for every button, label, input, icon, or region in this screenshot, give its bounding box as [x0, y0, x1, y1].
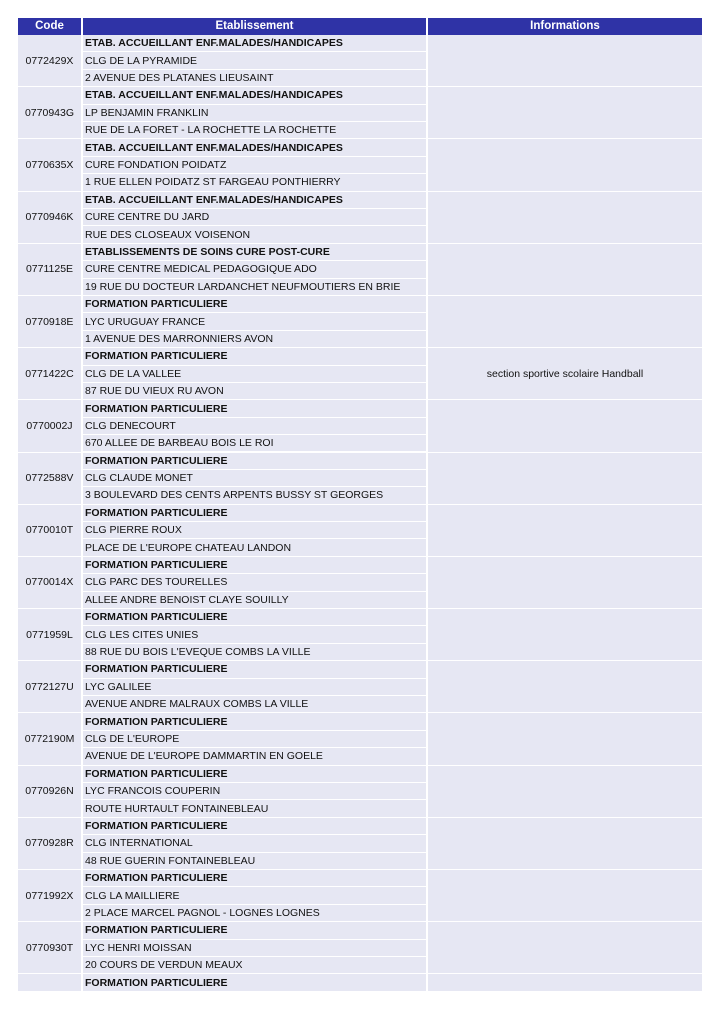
row-etablissement [83, 87, 426, 139]
header-etablissement: Etablissement [83, 18, 426, 35]
row-code: 0770918E [18, 296, 81, 348]
row-name: CLG PARC DES TOURELLES [83, 574, 426, 591]
row-etablissement [83, 400, 426, 452]
row-name: CURE CENTRE DU JARD [83, 209, 426, 226]
row-info [428, 453, 702, 505]
row-address: 670 ALLEE DE BARBEAU BOIS LE ROI [83, 435, 426, 452]
row-info [428, 87, 702, 139]
row-name: CLG LES CITES UNIES [83, 626, 426, 643]
row-name: CLG CLAUDE MONET [83, 470, 426, 487]
row-info [428, 505, 702, 557]
row-code: 0772190M [18, 713, 81, 765]
row-etablissement [83, 609, 426, 661]
row-code: 0771125E [18, 244, 81, 296]
row-code: 0771422C [18, 348, 81, 400]
table-row [18, 870, 702, 922]
row-etablissement [83, 974, 426, 991]
row-type: FORMATION PARTICULIERE [83, 609, 426, 626]
row-code: 0772429X [18, 35, 81, 87]
row-address: AVENUE ANDRE MALRAUX COMBS LA VILLE [83, 696, 426, 713]
row-address: 20 COURS DE VERDUN MEAUX [83, 957, 426, 974]
row-name: CLG LA MAILLIERE [83, 887, 426, 904]
row-info [428, 661, 702, 713]
table-header [18, 18, 702, 35]
row-name: CURE FONDATION POIDATZ [83, 157, 426, 174]
row-info [428, 766, 702, 818]
row-name: LYC FRANCOIS COUPERIN [83, 783, 426, 800]
row-name: LP BENJAMIN FRANKLIN [83, 105, 426, 122]
table-row [18, 192, 702, 244]
row-etablissement [83, 296, 426, 348]
row-name: CURE CENTRE MEDICAL PEDAGOGIQUE ADO [83, 261, 426, 278]
row-code: 0771992X [18, 870, 81, 922]
row-type: FORMATION PARTICULIERE [83, 296, 426, 313]
row-name: LYC URUGUAY FRANCE [83, 313, 426, 330]
table-row [18, 661, 702, 713]
row-etablissement [83, 661, 426, 713]
table-row [18, 296, 702, 348]
row-type: FORMATION PARTICULIERE [83, 661, 426, 678]
row-etablissement [83, 818, 426, 870]
header-informations: Informations [428, 18, 702, 35]
row-info [428, 713, 702, 765]
row-etablissement [83, 139, 426, 191]
row-code: 0770002J [18, 400, 81, 452]
row-type: ETAB. ACCUEILLANT ENF.MALADES/HANDICAPES [83, 35, 426, 52]
table-row [18, 35, 702, 87]
row-code: 0770010T [18, 505, 81, 557]
table-row [18, 766, 702, 818]
row-etablissement [83, 766, 426, 818]
row-info [428, 139, 702, 191]
table-body [18, 35, 702, 992]
row-code: 0770946K [18, 192, 81, 244]
row-info [428, 400, 702, 452]
row-name: CLG DE L'EUROPE [83, 731, 426, 748]
row-type: FORMATION PARTICULIERE [83, 713, 426, 730]
row-info [428, 35, 702, 87]
row-code: 0771959L [18, 609, 81, 661]
row-code: 0770014X [18, 557, 81, 609]
row-etablissement [83, 453, 426, 505]
row-info [428, 818, 702, 870]
row-address: ROUTE HURTAULT FONTAINEBLEAU [83, 800, 426, 817]
row-info [428, 296, 702, 348]
table-row [18, 87, 702, 139]
row-etablissement [83, 244, 426, 296]
header-code: Code [18, 18, 81, 35]
row-info [428, 922, 702, 974]
row-address: ALLEE ANDRE BENOIST CLAYE SOUILLY [83, 592, 426, 609]
table-row [18, 453, 702, 505]
row-etablissement [83, 870, 426, 922]
row-info [428, 192, 702, 244]
table-row-partial [18, 974, 702, 991]
row-address: 88 RUE DU BOIS L'EVEQUE COMBS LA VILLE [83, 644, 426, 661]
row-code [18, 974, 81, 991]
table-row [18, 348, 702, 400]
row-etablissement [83, 922, 426, 974]
row-address: 19 RUE DU DOCTEUR LARDANCHET NEUFMOUTIERS EN BRIE [83, 279, 426, 296]
table-row [18, 609, 702, 661]
row-code: 0772127U [18, 661, 81, 713]
row-code: 0770943G [18, 87, 81, 139]
row-etablissement [83, 348, 426, 400]
row-etablissement [83, 35, 426, 87]
table-row [18, 922, 702, 974]
establishment-table [18, 18, 702, 992]
row-address: PLACE DE L'EUROPE CHATEAU LANDON [83, 539, 426, 556]
row-etablissement [83, 557, 426, 609]
row-name: CLG DE LA PYRAMIDE [83, 52, 426, 69]
row-name: CLG PIERRE ROUX [83, 522, 426, 539]
table-row [18, 400, 702, 452]
row-code: 0770930T [18, 922, 81, 974]
table-row [18, 557, 702, 609]
row-address: AVENUE DE L'EUROPE DAMMARTIN EN GOELE [83, 748, 426, 765]
row-type: ETAB. ACCUEILLANT ENF.MALADES/HANDICAPES [83, 139, 426, 156]
row-type: FORMATION PARTICULIERE [83, 505, 426, 522]
table-row [18, 818, 702, 870]
row-type: FORMATION PARTICULIERE [83, 922, 426, 939]
table-row [18, 505, 702, 557]
row-info [428, 557, 702, 609]
row-type: FORMATION PARTICULIERE [83, 348, 426, 365]
row-type: ETAB. ACCUEILLANT ENF.MALADES/HANDICAPES [83, 192, 426, 209]
row-type: FORMATION PARTICULIERE [83, 400, 426, 417]
row-type: FORMATION PARTICULIERE [83, 453, 426, 470]
row-info [428, 244, 702, 296]
row-address: 87 RUE DU VIEUX RU AVON [83, 383, 426, 400]
row-address: 48 RUE GUERIN FONTAINEBLEAU [83, 853, 426, 870]
row-type: FORMATION PARTICULIERE [83, 818, 426, 835]
row-name: CLG INTERNATIONAL [83, 835, 426, 852]
table-row [18, 139, 702, 191]
row-type: FORMATION PARTICULIERE [83, 557, 426, 574]
row-info [428, 609, 702, 661]
row-name: CLG DENECOURT [83, 418, 426, 435]
row-type: ETABLISSEMENTS DE SOINS CURE POST-CURE [83, 244, 426, 261]
row-info [428, 974, 702, 991]
table-row [18, 244, 702, 296]
row-address: RUE DE LA FORET - LA ROCHETTE LA ROCHETTE [83, 122, 426, 139]
table-row [18, 713, 702, 765]
row-code: 0770926N [18, 766, 81, 818]
row-etablissement [83, 192, 426, 244]
row-code: 0772588V [18, 453, 81, 505]
row-name: LYC HENRI MOISSAN [83, 940, 426, 957]
row-info [428, 870, 702, 922]
row-etablissement [83, 713, 426, 765]
row-address: 3 BOULEVARD DES CENTS ARPENTS BUSSY ST GEORGES [83, 487, 426, 504]
row-code: 0770635X [18, 139, 81, 191]
row-address: 1 RUE ELLEN POIDATZ ST FARGEAU PONTHIERRY [83, 174, 426, 191]
row-etablissement [83, 505, 426, 557]
row-type: FORMATION PARTICULIERE [83, 766, 426, 783]
row-name: LYC GALILEE [83, 679, 426, 696]
row-address: 2 AVENUE DES PLATANES LIEUSAINT [83, 70, 426, 87]
row-name: CLG DE LA VALLEE [83, 366, 426, 383]
row-info: section sportive scolaire Handball [428, 348, 702, 400]
row-address: RUE DES CLOSEAUX VOISENON [83, 226, 426, 243]
row-code: 0770928R [18, 818, 81, 870]
row-address: 1 AVENUE DES MARRONNIERS AVON [83, 331, 426, 348]
row-type: ETAB. ACCUEILLANT ENF.MALADES/HANDICAPES [83, 87, 426, 104]
row-type: FORMATION PARTICULIERE [83, 974, 426, 991]
row-address: 2 PLACE MARCEL PAGNOL - LOGNES LOGNES [83, 905, 426, 922]
row-type: FORMATION PARTICULIERE [83, 870, 426, 887]
